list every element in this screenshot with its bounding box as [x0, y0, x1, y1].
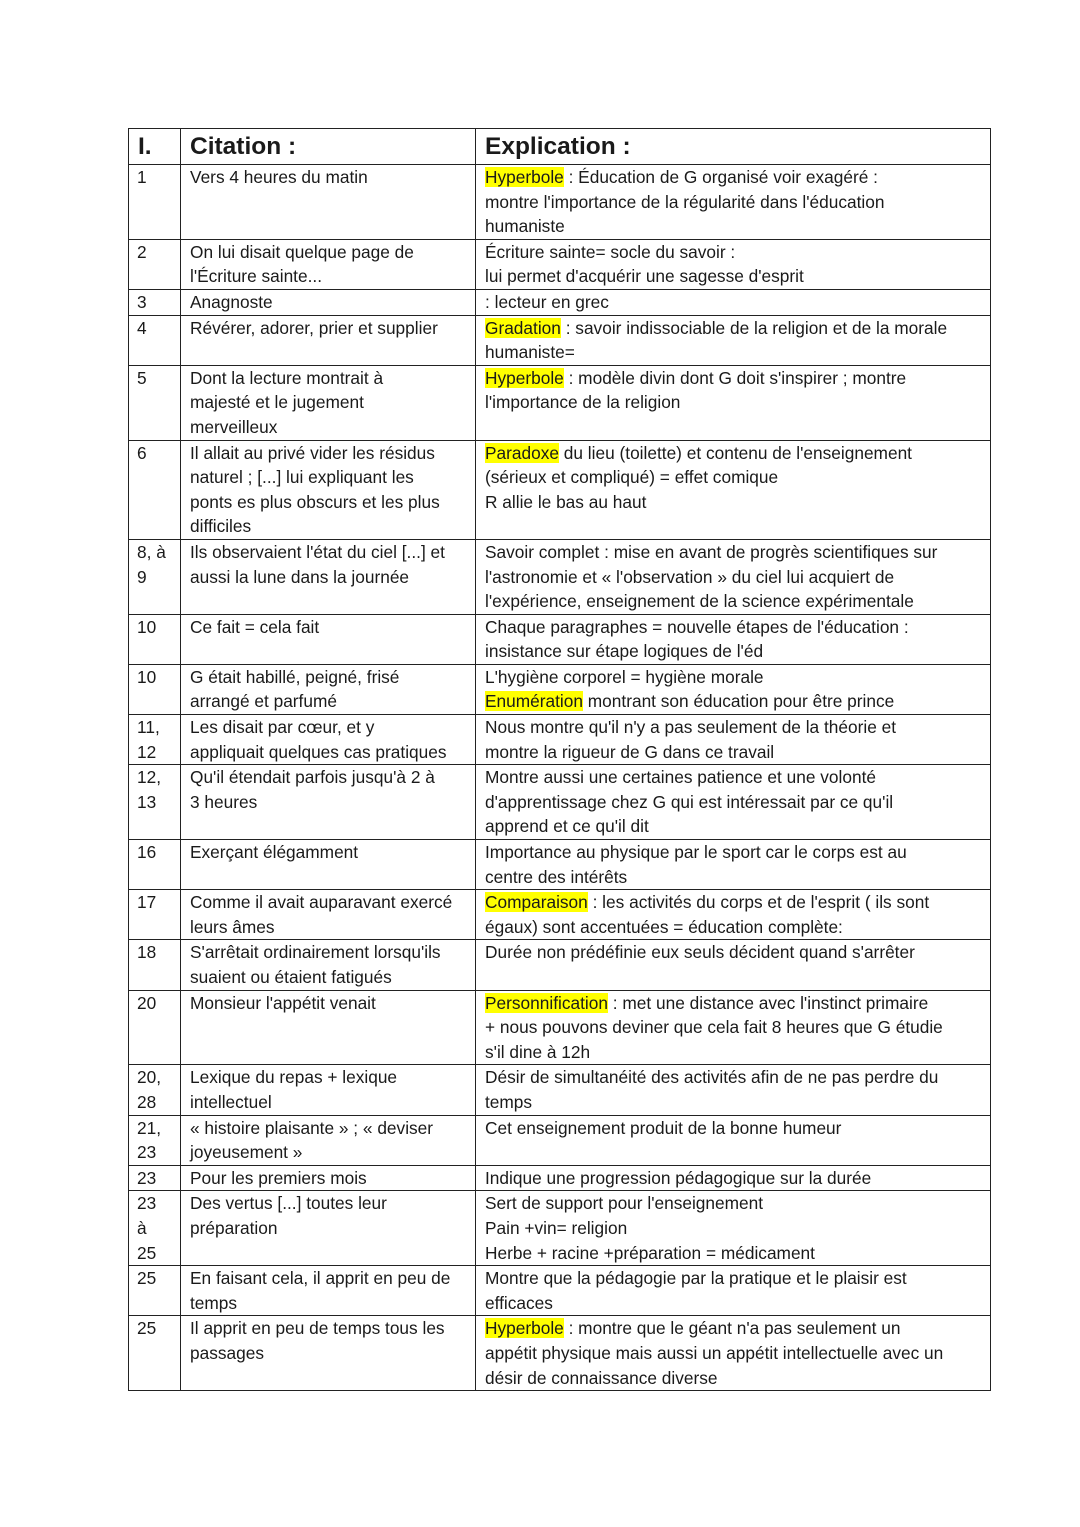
- row-number: [129, 365, 181, 440]
- explanation-cell: [476, 315, 991, 365]
- table-header-row: [129, 129, 991, 165]
- explanation-cell: [476, 614, 991, 664]
- figure-of-speech-highlight: Hyperbole: [485, 1318, 564, 1339]
- explanation-text: désir de connaissance diverse: [485, 1367, 718, 1388]
- citation-line: Exerçant élégamment: [190, 842, 359, 863]
- row-number: [129, 840, 181, 890]
- citation-line: aussi la lune dans la journée: [190, 566, 410, 587]
- explanation-line: [485, 165, 982, 190]
- explanation-line: [485, 790, 982, 815]
- row-number-line: 25: [137, 1318, 157, 1339]
- citation-cell: [181, 890, 476, 940]
- table-row: [129, 365, 991, 440]
- row-number-line: 1: [137, 167, 147, 187]
- citation-line: Qu'il étendait parfois jusqu'à 2 à: [190, 767, 435, 788]
- explanation-text: : modèle divin dont G doit s'inspirer ; montre: [563, 367, 907, 388]
- explanation-text: : savoir indissociable de la religion et de la morale: [560, 317, 948, 338]
- explanation-line: [485, 1191, 982, 1216]
- row-number-line: 23: [137, 1167, 157, 1188]
- citation-line: Monsieur l'appétit venait: [190, 992, 376, 1013]
- table-row: [129, 165, 991, 240]
- explanation-cell: [476, 664, 991, 714]
- explanation-cell: [476, 1165, 991, 1191]
- explanation-line: [485, 340, 982, 365]
- citation-line: Des vertus [...] toutes leur: [190, 1193, 387, 1214]
- table-row: [129, 239, 991, 289]
- row-number: [129, 940, 181, 990]
- table-row: [129, 289, 991, 315]
- citation-line: majesté et le jugement: [190, 392, 364, 413]
- explanation-text: (sérieux et compliqué) = effet comique: [485, 467, 779, 488]
- table-row: [129, 440, 991, 539]
- explanation-line: [485, 316, 982, 341]
- explanation-line: [485, 390, 982, 415]
- citation-line: l'Écriture sainte...: [190, 266, 322, 287]
- citation-cell: [181, 315, 476, 365]
- citation-line: leurs âmes: [190, 916, 275, 937]
- explanation-text: l'importance de la religion: [485, 392, 681, 413]
- table-row: [129, 1165, 991, 1191]
- explanation-text: du lieu (toilette) et contenu de l'enseignement: [558, 442, 912, 463]
- explanation-text: apprend et ce qu'il dit: [485, 816, 649, 837]
- explanation-cell: [476, 239, 991, 289]
- explanation-cell: [476, 940, 991, 990]
- citation-line: En faisant cela, il apprit en peu de: [190, 1268, 451, 1289]
- explanation-text: Durée non prédéfinie eux seuls décident quand s'arrêter: [485, 942, 915, 963]
- explanation-line: [485, 940, 982, 965]
- explanation-text: s'il dine à 12h: [485, 1041, 591, 1062]
- row-number-line: 16: [137, 842, 157, 863]
- explanation-line: [485, 264, 982, 289]
- explanation-text: : les activités du corps et de l'esprit ( ils sont: [587, 892, 930, 913]
- explanation-line: [485, 190, 982, 215]
- table-row: [129, 539, 991, 614]
- citation-cell: [181, 1115, 476, 1165]
- explanation-cell: [476, 440, 991, 539]
- row-number-line: 11,: [137, 717, 160, 738]
- explanation-text: : met une distance avec l'instinct primaire: [607, 992, 929, 1013]
- row-number-line: 20,: [137, 1067, 162, 1088]
- explanation-line: [485, 665, 982, 690]
- explanation-text: humaniste=: [485, 342, 575, 363]
- explanation-text: égaux) sont accentuées = éducation complète:: [485, 916, 843, 937]
- explanation-line: [485, 639, 982, 664]
- row-number-line: 12: [137, 741, 157, 762]
- analysis-table: [128, 128, 991, 1391]
- row-number: [129, 289, 181, 315]
- row-number: [129, 539, 181, 614]
- explanation-line: [485, 240, 982, 265]
- citation-cell: [181, 289, 476, 315]
- row-number: [129, 1115, 181, 1165]
- figure-of-speech-highlight: Gradation: [485, 317, 561, 338]
- row-number: [129, 614, 181, 664]
- explanation-text: Savoir complet : mise en avant de progrès scientifiques sur: [485, 541, 938, 562]
- citation-cell: [181, 664, 476, 714]
- row-number-line: 23: [137, 1193, 157, 1214]
- explanation-line: [485, 490, 982, 515]
- citation-cell: [181, 440, 476, 539]
- citation-line: ponts es plus obscurs et les plus: [190, 491, 440, 512]
- citation-line: intellectuel: [190, 1091, 272, 1112]
- row-number-line: 20: [137, 992, 157, 1013]
- explanation-text: : lecteur en grec: [485, 291, 609, 312]
- explanation-text: appétit physique mais aussi un appétit intellectuelle avec un: [485, 1342, 944, 1363]
- citation-line: Il allait au privé vider les résidus: [190, 442, 435, 463]
- table-row: [129, 715, 991, 765]
- explanation-text: Chaque paragraphes = nouvelle étapes de l'éducation :: [485, 616, 909, 637]
- explanation-text: l'astronomie et « l'observation » du ciel lui acquiert de: [485, 566, 895, 587]
- explanation-line: [485, 565, 982, 590]
- explanation-text: Importance au physique par le sport car le corps est au: [485, 842, 907, 863]
- explanation-line: [485, 1366, 982, 1391]
- row-number: [129, 890, 181, 940]
- explanation-text: efficaces: [485, 1292, 553, 1313]
- citation-cell: [181, 1165, 476, 1191]
- row-number-line: 25: [137, 1242, 157, 1263]
- citation-cell: [181, 1266, 476, 1316]
- citation-cell: [181, 1191, 476, 1266]
- row-number-line: 28: [137, 1091, 157, 1112]
- explanation-text: R allie le bas au haut: [485, 491, 647, 512]
- citation-cell: [181, 1065, 476, 1115]
- explanation-cell: [476, 1065, 991, 1115]
- explanation-cell: [476, 1115, 991, 1165]
- explanation-line: [485, 1291, 982, 1316]
- explanation-line: [485, 890, 982, 915]
- row-number-line: 17: [137, 892, 157, 913]
- explanation-line: [485, 1241, 982, 1266]
- row-number: [129, 765, 181, 840]
- row-number-line: 3: [137, 291, 147, 312]
- row-number-line: 13: [137, 791, 157, 812]
- explanation-text: Écriture sainte= socle du savoir :: [485, 241, 736, 262]
- citation-line: temps: [190, 1292, 238, 1313]
- explanation-line: [485, 689, 982, 714]
- row-number-line: 6: [137, 442, 147, 463]
- explanation-line: [485, 1040, 982, 1065]
- citation-line: Comme il avait auparavant exercé: [190, 892, 453, 913]
- citation-line: appliquait quelques cas pratiques: [190, 741, 447, 762]
- row-number: [129, 1065, 181, 1115]
- citation-line: préparation: [190, 1217, 278, 1238]
- citation-line: joyeusement »: [190, 1142, 303, 1163]
- explanation-cell: [476, 289, 991, 315]
- explanation-text: montre l'importance de la régularité dans l'éducation: [485, 191, 885, 212]
- explanation-cell: [476, 1191, 991, 1266]
- explanation-line: [485, 1090, 982, 1115]
- explanation-cell: [476, 1266, 991, 1316]
- table-row: [129, 1191, 991, 1266]
- citation-line: Ce fait = cela fait: [190, 616, 320, 637]
- citation-cell: [181, 715, 476, 765]
- explanation-cell: [476, 365, 991, 440]
- explanation-text: Montre aussi une certaines patience et une volonté: [485, 767, 876, 788]
- figure-of-speech-highlight: Paradoxe: [485, 442, 559, 463]
- explanation-text: temps: [485, 1091, 533, 1112]
- table-row: [129, 840, 991, 890]
- explanation-line: [485, 1015, 982, 1040]
- citation-line: Dont la lecture montrait à: [190, 367, 384, 388]
- explanation-text: : montre que le géant n'a pas seulement un: [563, 1318, 901, 1339]
- row-number-line: à: [137, 1217, 147, 1238]
- explanation-line: [485, 589, 982, 614]
- citation-line: naturel ; [...] lui expliquant les: [190, 467, 414, 488]
- explanation-line: [485, 765, 982, 790]
- citation-line: suaient ou étaient fatigués: [190, 967, 392, 987]
- explanation-line: [485, 290, 982, 315]
- citation-line: merveilleux: [190, 416, 278, 437]
- explanation-text: humaniste: [485, 216, 565, 237]
- explanation-cell: [476, 890, 991, 940]
- row-number: [129, 1316, 181, 1391]
- citation-cell: [181, 940, 476, 990]
- explanation-line: [485, 465, 982, 490]
- explanation-text: Indique une progression pédagogique sur la durée: [485, 1167, 872, 1188]
- row-number: [129, 239, 181, 289]
- explanation-text: : Éducation de G organisé voir exagéré :: [563, 167, 878, 187]
- figure-of-speech-highlight: Enumération: [485, 691, 583, 712]
- table-row: [129, 1266, 991, 1316]
- explanation-cell: [476, 539, 991, 614]
- explanation-line: [485, 1266, 982, 1291]
- explanation-cell: [476, 765, 991, 840]
- table-row: [129, 765, 991, 840]
- explanation-line: [485, 1065, 982, 1090]
- explanation-line: [485, 915, 982, 940]
- explanation-cell: [476, 840, 991, 890]
- explanation-text: lui permet d'acquérir une sagesse d'esprit: [485, 266, 804, 287]
- row-number-line: 25: [137, 1268, 157, 1289]
- explanation-text: insistance sur étape logiques de l'éd: [485, 641, 764, 662]
- explanation-cell: [476, 715, 991, 765]
- citation-cell: [181, 239, 476, 289]
- header-citation: Citation :: [181, 129, 476, 165]
- citation-line: difficiles: [190, 516, 252, 537]
- explanation-text: l'expérience, enseignement de la science expérimentale: [485, 591, 914, 612]
- explanation-line: [485, 540, 982, 565]
- row-number-line: 5: [137, 367, 147, 388]
- explanation-text: + nous pouvons deviner que cela fait 8 heures que G étudie: [485, 1017, 943, 1038]
- row-number: [129, 715, 181, 765]
- explanation-text: Herbe + racine +préparation = médicament: [485, 1242, 815, 1263]
- explanation-text: Cet enseignement produit de la bonne humeur: [485, 1117, 842, 1138]
- citation-line: Les disait par cœur, et y: [190, 717, 375, 738]
- explanation-line: [485, 814, 982, 839]
- explanation-text: montre la rigueur de G dans ce travail: [485, 741, 775, 762]
- table-row: [129, 315, 991, 365]
- row-number-line: 10: [137, 666, 157, 687]
- citation-cell: [181, 1316, 476, 1391]
- explanation-text: d'apprentissage chez G qui est intéressait par ce qu'il: [485, 791, 894, 812]
- explanation-line: [485, 991, 982, 1016]
- explanation-line: [485, 366, 982, 391]
- explanation-text: L'hygiène corporel = hygiène morale: [485, 666, 764, 687]
- citation-cell: [181, 614, 476, 664]
- explanation-line: [485, 840, 982, 865]
- row-number: [129, 990, 181, 1065]
- explanation-line: [485, 1116, 982, 1141]
- row-number: [129, 1266, 181, 1316]
- explanation-cell: [476, 990, 991, 1065]
- row-number-line: 9: [137, 566, 147, 587]
- citation-line: « histoire plaisante » ; « deviser: [190, 1117, 434, 1138]
- explanation-line: [485, 1216, 982, 1241]
- explanation-line: [485, 715, 982, 740]
- row-number-line: 8, à: [137, 541, 166, 562]
- explanation-text: Nous montre qu'il n'y a pas seulement de la théorie et: [485, 717, 897, 738]
- citation-line: S'arrêtait ordinairement lorsqu'ils: [190, 942, 441, 963]
- explanation-line: [485, 865, 982, 890]
- row-number-line: 4: [137, 317, 147, 338]
- row-number: [129, 664, 181, 714]
- explanation-cell: [476, 1316, 991, 1391]
- row-number: [129, 440, 181, 539]
- citation-line: Ils observaient l'état du ciel [...] et: [190, 541, 445, 562]
- explanation-line: [485, 441, 982, 466]
- explanation-text: Sert de support pour l'enseignement: [485, 1193, 764, 1214]
- table-row: [129, 664, 991, 714]
- citation-cell: [181, 765, 476, 840]
- citation-line: Vers 4 heures du matin: [190, 167, 368, 187]
- citation-line: Il apprit en peu de temps tous les: [190, 1318, 445, 1339]
- citation-cell: [181, 539, 476, 614]
- explanation-cell: [476, 165, 991, 240]
- table-row: [129, 940, 991, 990]
- explanation-text: Désir de simultanéité des activités afin de ne pas perdre du: [485, 1067, 939, 1088]
- table-row: [129, 890, 991, 940]
- explanation-line: [485, 740, 982, 765]
- citation-cell: [181, 165, 476, 240]
- table-row: [129, 1065, 991, 1115]
- row-number: [129, 165, 181, 240]
- figure-of-speech-highlight: Comparaison: [485, 892, 588, 913]
- citation-line: Pour les premiers mois: [190, 1167, 367, 1188]
- citation-line: Anagnoste: [190, 291, 273, 312]
- row-number-line: 23: [137, 1142, 157, 1163]
- citation-line: arrangé et parfumé: [190, 691, 337, 712]
- table-row: [129, 614, 991, 664]
- row-number-line: 10: [137, 616, 157, 637]
- header-num: I.: [129, 129, 181, 165]
- row-number-line: 18: [137, 942, 157, 963]
- explanation-text: montrant son éducation pour être prince: [582, 691, 895, 712]
- explanation-text: Montre que la pédagogie par la pratique et le plaisir est: [485, 1268, 907, 1289]
- explanation-text: centre des intérêts: [485, 866, 628, 887]
- explanation-line: [485, 214, 982, 239]
- row-number-line: 21,: [137, 1117, 162, 1138]
- row-number: [129, 315, 181, 365]
- figure-of-speech-highlight: Personnification: [485, 992, 608, 1013]
- figure-of-speech-highlight: Hyperbole: [485, 167, 564, 187]
- row-number: [129, 1191, 181, 1266]
- explanation-text: Pain +vin= religion: [485, 1217, 628, 1238]
- table-row: [129, 990, 991, 1065]
- citation-line: 3 heures: [190, 791, 258, 812]
- citation-line: Lexique du repas + lexique: [190, 1067, 398, 1088]
- citation-line: passages: [190, 1342, 264, 1363]
- row-number: [129, 1165, 181, 1191]
- citation-line: Révérer, adorer, prier et supplier: [190, 317, 438, 338]
- row-number-line: 2: [137, 241, 147, 262]
- table-body: [129, 165, 991, 1391]
- header-explanation: Explication :: [476, 129, 991, 165]
- row-number-line: 12,: [137, 767, 162, 788]
- figure-of-speech-highlight: Hyperbole: [485, 367, 564, 388]
- table-row: [129, 1115, 991, 1165]
- explanation-line: [485, 1341, 982, 1366]
- citation-cell: [181, 365, 476, 440]
- table-row: [129, 1316, 991, 1391]
- citation-cell: [181, 840, 476, 890]
- explanation-line: [485, 615, 982, 640]
- citation-line: On lui disait quelque page de: [190, 241, 414, 262]
- explanation-line: [485, 1166, 982, 1191]
- citation-line: G était habillé, peigné, frisé: [190, 666, 400, 687]
- citation-cell: [181, 990, 476, 1065]
- explanation-line: [485, 1316, 982, 1341]
